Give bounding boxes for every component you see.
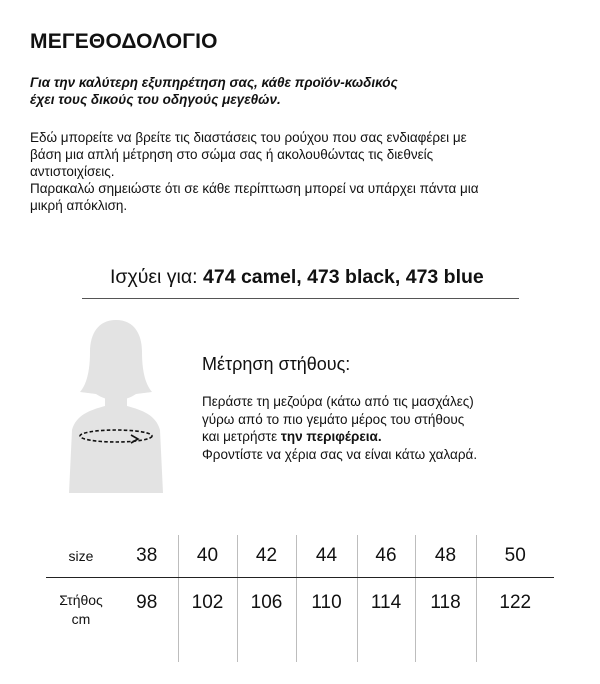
- row-label-size: size: [46, 535, 116, 578]
- silhouette-hair: [80, 320, 152, 400]
- chest-cell: 110: [296, 578, 357, 663]
- measurement-instructions: [202, 393, 562, 463]
- instruction-line: γύρω από το πιο γεμάτο μέρος του στήθους: [202, 411, 465, 427]
- row-label-chest: [46, 578, 116, 663]
- instruction-emphasis: την περιφέρεια.: [280, 429, 382, 444]
- intro-line: μικρή απόκλιση.: [30, 198, 128, 213]
- chest-label: Στήθος: [59, 592, 103, 608]
- size-cell: 44: [296, 535, 357, 578]
- applies-codes: 474 camel, 473 black, 473 blue: [203, 266, 484, 288]
- silhouette-body: [69, 394, 163, 493]
- table-row-chest: [46, 578, 554, 663]
- intro-bold-line: Για την καλύτερη εξυπηρέτηση σας, κάθε προϊόν-κωδικός: [30, 75, 398, 90]
- intro-line: Παρακαλώ σημειώστε ότι σε κάθε περίπτωση μπορεί να υπάρχει πάντα μια: [30, 181, 479, 196]
- table-row-size: [46, 535, 554, 578]
- intro-bold-paragraph: [30, 74, 550, 108]
- instruction-line: Φροντίστε να χέρια σας να είναι κάτω χαλαρά.: [202, 446, 478, 462]
- female-silhouette-chest-measure-icon: [60, 318, 172, 493]
- size-chart-table: [46, 535, 554, 662]
- size-cell: 46: [357, 535, 415, 578]
- intro-line: Εδώ μπορείτε να βρείτε τις διαστάσεις του ρούχου που σας ενδιαφέρει με: [30, 130, 467, 145]
- intro-line: βάση μια απλή μέτρηση στο σώμα σας ή ακολουθώντας τις διεθνείς: [30, 147, 434, 162]
- chest-cell: 102: [178, 578, 237, 663]
- chest-cell: 122: [499, 592, 532, 613]
- size-cell: 50: [476, 535, 554, 578]
- size-cell: 40: [178, 535, 237, 578]
- measurement-heading: Μέτρηση στήθους:: [202, 354, 351, 374]
- chest-cell: 98: [116, 578, 178, 663]
- chest-cell: 114: [357, 578, 415, 663]
- applies-to-heading: [110, 266, 520, 289]
- instruction-line: Περάστε τη μεζούρα (κάτω από τις μασχάλες): [202, 394, 474, 409]
- intro-bold-line: έχει τους δικούς του οδηγούς μεγεθών.: [30, 92, 281, 107]
- page-title: ΜΕΓΕΘΟΔΟΛΟΓΙΟ: [30, 30, 218, 53]
- intro-paragraph: [30, 129, 570, 214]
- instruction-line: [202, 428, 562, 446]
- size-cell: 48: [415, 535, 476, 578]
- unit-label: cm: [71, 611, 91, 627]
- size-cell: 38: [116, 535, 178, 578]
- instruction-text: και μετρήστε: [202, 429, 281, 444]
- divider: [82, 298, 519, 299]
- size-cell: 42: [237, 535, 296, 578]
- chest-cell: 118: [415, 578, 476, 663]
- chest-cell: 106: [237, 578, 296, 663]
- intro-line: αντιστοιχίσεις.: [30, 164, 115, 179]
- applies-label: Ισχύει για:: [110, 266, 203, 288]
